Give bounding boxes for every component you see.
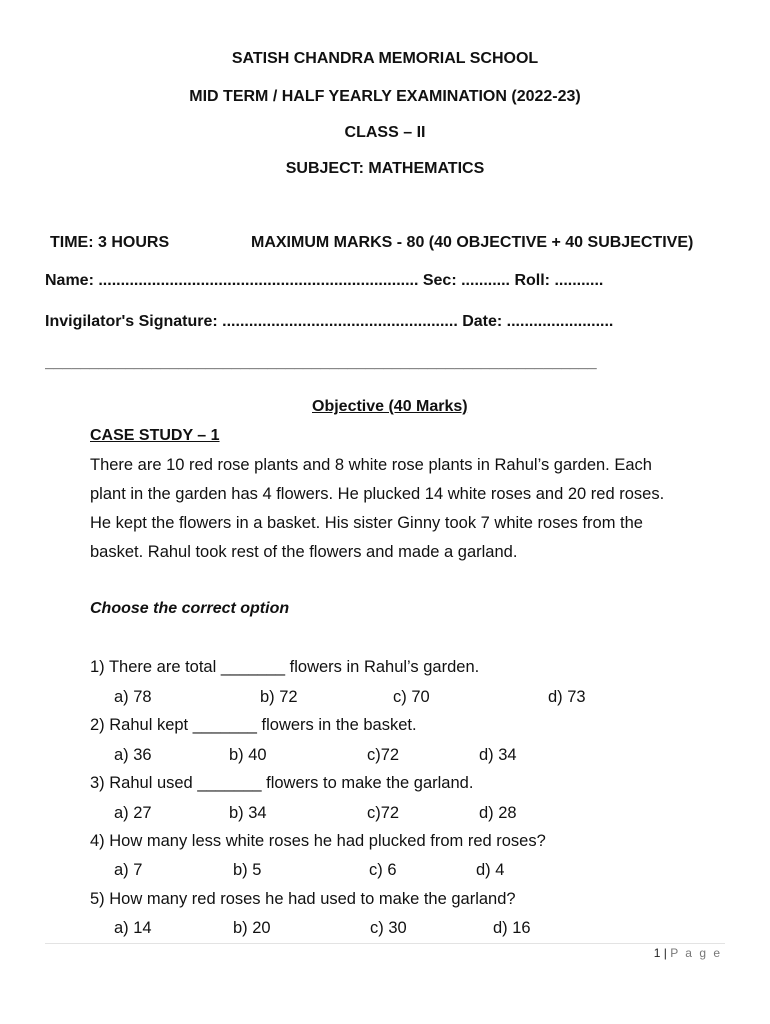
exam-title: MID TERM / HALF YEARLY EXAMINATION (2022-23) xyxy=(189,88,581,105)
separator-rule: ______________________________________________________________ xyxy=(45,354,597,371)
q1-option-d: d) 73 xyxy=(548,688,586,706)
q1-option-a: a) 78 xyxy=(114,688,152,706)
page-word: P a g e xyxy=(670,946,722,960)
question-2: 2) Rahul kept _______ flowers in the basket. xyxy=(90,716,417,734)
question-1: 1) There are total _______ flowers in Rahul’s garden. xyxy=(90,658,480,676)
q4-option-a: a) 7 xyxy=(114,861,143,879)
q2-option-c: c)72 xyxy=(367,746,400,764)
q5-option-d: d) 16 xyxy=(493,919,531,937)
question-4: 4) How many less white roses he had plucked from red roses? xyxy=(90,832,546,850)
name-line: Name: ........................................................................ Sec: ........... Roll: ........... xyxy=(45,272,604,289)
section-title: Objective (40 Marks) xyxy=(312,398,468,415)
q2-option-a: a) 36 xyxy=(114,746,152,764)
case-line: He kept the flowers in a basket. His sister Ginny took 7 white roses from the xyxy=(90,514,643,532)
question-5: 5) How many red roses he had used to make the garland? xyxy=(90,890,516,908)
page-separator: | xyxy=(663,946,667,960)
case-line: plant in the garden has 4 flowers. He plucked 14 white roses and 20 red roses. xyxy=(90,485,665,503)
q5-option-c: c) 30 xyxy=(370,919,407,937)
class-label: CLASS – II xyxy=(344,124,426,141)
time-label: TIME: 3 HOURS xyxy=(50,234,170,251)
instruction: Choose the correct option xyxy=(90,600,290,617)
subject-label: SUBJECT: MATHEMATICS xyxy=(285,160,485,177)
q1-option-b: b) 72 xyxy=(260,688,298,706)
q4-option-c: c) 6 xyxy=(369,861,397,879)
page-footer xyxy=(654,946,722,960)
page-number: 1 xyxy=(653,946,661,960)
case-study-text xyxy=(90,451,664,567)
case-line: basket. Rahul took rest of the flowers and made a garland. xyxy=(90,543,518,561)
q3-option-d: d) 28 xyxy=(479,804,517,822)
q4-option-d: d) 4 xyxy=(476,861,505,879)
q1-option-c: c) 70 xyxy=(393,688,430,706)
question-3: 3) Rahul used _______ flowers to make the garland. xyxy=(90,774,474,792)
q3-option-a: a) 27 xyxy=(114,804,152,822)
q3-option-c: c)72 xyxy=(367,804,400,822)
q5-option-b: b) 20 xyxy=(233,919,271,937)
max-marks-label: MAXIMUM MARKS - 80 (40 OBJECTIVE + 40 SUBJECTIVE) xyxy=(251,234,694,251)
q2-option-d: d) 34 xyxy=(479,746,517,764)
q4-option-b: b) 5 xyxy=(233,861,262,879)
footer-divider xyxy=(45,943,725,944)
invigilator-line: Invigilator's Signature: ..................................................... Date: ........................ xyxy=(45,313,614,330)
school-name: SATISH CHANDRA MEMORIAL SCHOOL xyxy=(231,50,539,67)
q3-option-b: b) 34 xyxy=(229,804,267,822)
case-study-title: CASE STUDY – 1 xyxy=(90,427,220,444)
q5-option-a: a) 14 xyxy=(114,919,152,937)
q2-option-b: b) 40 xyxy=(229,746,267,764)
case-line: There are 10 red rose plants and 8 white rose plants in Rahul’s garden. Each xyxy=(90,456,652,474)
